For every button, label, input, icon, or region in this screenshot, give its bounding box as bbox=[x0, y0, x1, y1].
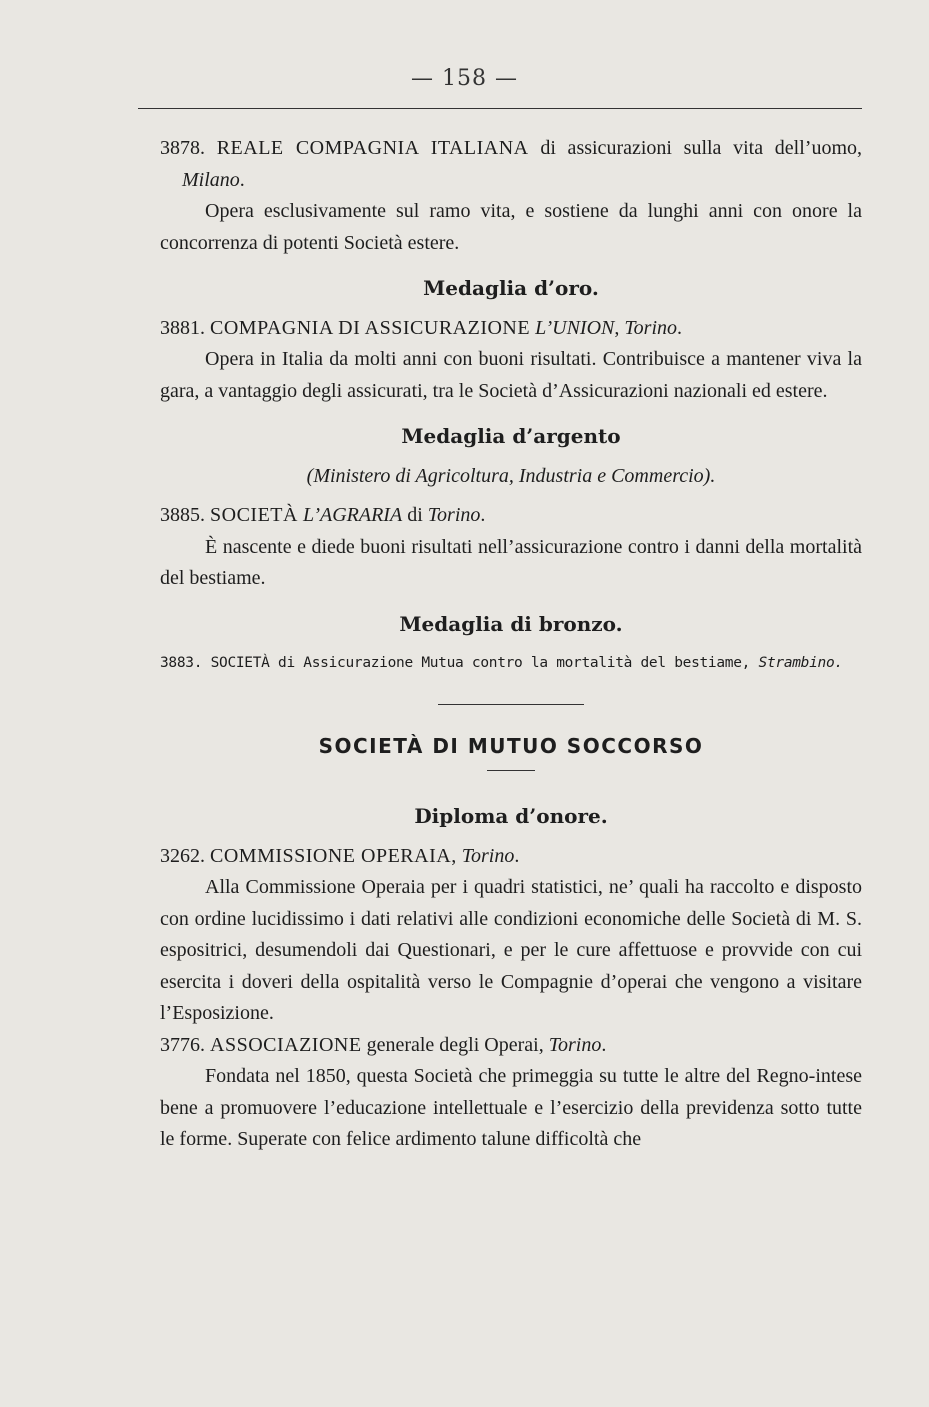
section-title-rule bbox=[487, 770, 535, 771]
entry-rest: di bbox=[402, 504, 428, 526]
entry-3883 bbox=[160, 648, 862, 680]
entry-number: 3885. bbox=[160, 504, 205, 526]
entry-3776-text: Fondata nel 1850, questa Società che primeggia su tutte le altre del Regno-intese bene a promuovere l’educazione intellettuale e l’esercizio della previdenza sotto tutte le forme. Superate con felice ardimento talune difficoltà che bbox=[160, 1065, 862, 1150]
entry-place: Torino bbox=[461, 844, 515, 867]
entry-3881: 3881. COMPAGNIA DI ASSICURAZIONE L’UNION, Torino. bbox=[160, 316, 683, 339]
entry-3878: 3878. REALE COMPAGNIA ITALIANA di assicurazioni sulla vita dell’uomo, Milano. bbox=[160, 137, 863, 191]
entry-3262-text: Alla Commissione Operaia per i quadri statistici, ne’ quali ha raccolto e disposto con ordine lucidissimo i dati relativi alle condizioni economiche delle Società di M. S. espositrici, desumendoli dai Questionari, e per le cure affettuose e provvide con cui esercita i doveri della ospitalità verso le Compagnie d’operai che vengono a visitare l’Esposizione. bbox=[160, 876, 862, 1024]
page-number: — 158 — bbox=[411, 66, 518, 91]
entry-italic-name: L’UNION bbox=[535, 316, 615, 339]
entry-place: Torino bbox=[624, 316, 678, 339]
entry-3885-text: È nascente e diede buoni risultati nell’assicurazione contro i danni della mortalità del bestiame. bbox=[160, 535, 862, 589]
medal-silver-subtitle: (Ministero di Agricoltura, Industria e Commercio). bbox=[306, 464, 716, 487]
section-divider bbox=[438, 704, 584, 705]
section-title: SOCIETÀ DI MUTUO SOCCORSO bbox=[318, 733, 704, 758]
entry-number: 3878. bbox=[160, 137, 205, 159]
entry-place: Torino bbox=[427, 504, 481, 526]
entry-number: 3262. bbox=[160, 844, 205, 867]
entry-name: COMPAGNIA DI ASSICURAZIONE bbox=[210, 316, 531, 339]
entry-number: 3776. bbox=[160, 1033, 205, 1056]
entry-place: Torino bbox=[548, 1033, 602, 1056]
medal-silver-heading: Medaglia d’argento bbox=[401, 424, 621, 448]
entry-3883-text: 3883. SOCIETÀ di Assicurazione Mutua contro la mortalità del bestiame, bbox=[160, 655, 751, 671]
entry-rest: di assicurazioni sulla vita dell’uomo, bbox=[528, 137, 863, 159]
entry-3881-text: Opera in Italia da molti anni con buoni risultati. Contribuisce a mantener viva la gara, a vantaggio degli assicurati, tra le Società d’Assicurazioni nazionali ed estere. bbox=[160, 348, 862, 402]
page-content bbox=[160, 133, 862, 1156]
diploma-heading: Diploma d’onore. bbox=[414, 804, 608, 828]
entry-place: Milano bbox=[182, 168, 240, 191]
medal-bronze-heading: Medaglia di bronzo. bbox=[399, 611, 623, 636]
medal-gold-heading: Medaglia d’oro. bbox=[423, 276, 599, 300]
entry-name: COMMISSIONE OPERAIA, bbox=[210, 844, 457, 867]
entry-3878-text: Opera esclusivamente sul ramo vita, e sostiene da lunghi anni con onore la concorrenza di potenti Società estere. bbox=[160, 200, 862, 254]
header-rule bbox=[138, 108, 862, 109]
entry-3262: 3262. COMMISSIONE OPERAIA, Torino. bbox=[160, 844, 520, 867]
entry-italic-name: L’AGRARIA bbox=[302, 504, 403, 526]
entry-place: Strambino. bbox=[758, 655, 843, 671]
entry-name: SOCIETÀ bbox=[210, 504, 298, 526]
entry-name: ASSOCIAZIONE bbox=[210, 1033, 362, 1056]
entry-name: REALE COMPAGNIA ITALIANA bbox=[216, 137, 529, 159]
entry-3885: 3885. SOCIETÀ L’AGRARIA di Torino. bbox=[160, 504, 486, 526]
entry-rest: generale degli Operai, bbox=[361, 1033, 549, 1056]
entry-3776: 3776. ASSOCIAZIONE generale degli Operai, Torino. bbox=[160, 1033, 607, 1056]
entry-number: 3881. bbox=[160, 316, 205, 339]
